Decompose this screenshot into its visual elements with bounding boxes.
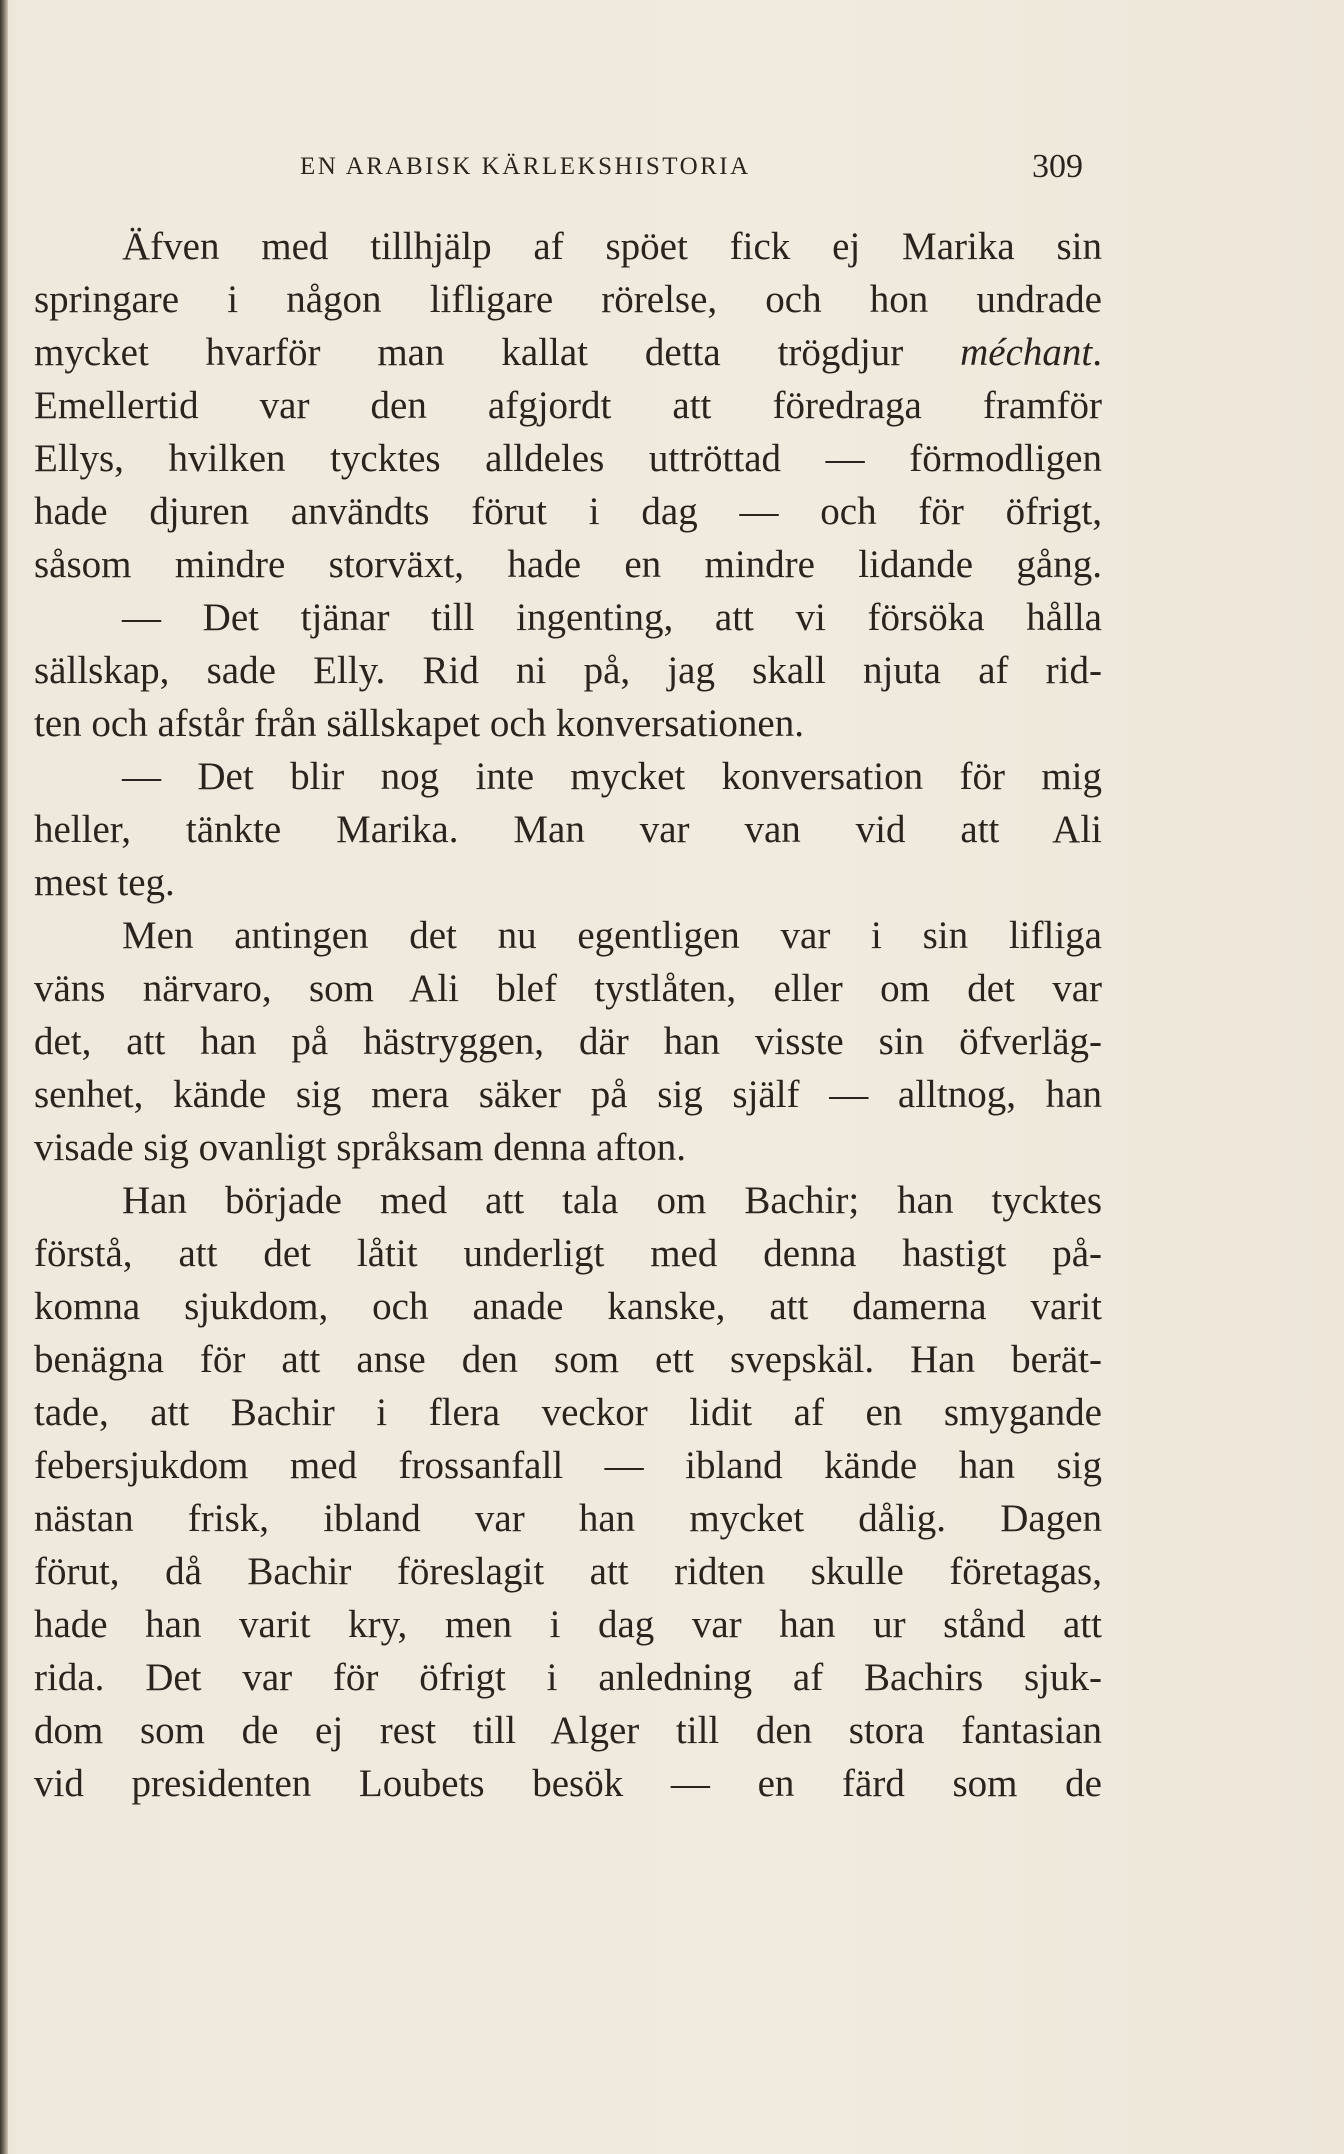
- text-line: Emellertid var den afgjordt att föredraga framför: [34, 384, 1102, 427]
- text-line: Ellys, hvilken tycktes alldeles uttröttad — förmodligen: [34, 437, 1102, 480]
- text-line: rida. Det var för öfrigt i anledning af Bachirs sjuk-: [34, 1656, 1102, 1699]
- text-line: vid presidenten Loubets besök — en färd som de: [34, 1762, 1102, 1805]
- text-line: mycket hvarför man kallat detta trögdjur méchant.: [34, 331, 1102, 374]
- text-line: väns närvaro, som Ali blef tystlåten, eller om det var: [34, 967, 1102, 1010]
- text-line: — Det blir nog inte mycket konversation för mig: [122, 755, 1102, 798]
- page-spine-edge: [0, 0, 8, 2154]
- text-line: såsom mindre storväxt, hade en mindre lidande gång.: [34, 543, 1102, 586]
- text-line: Äfven med tillhjälp af spöet fick ej Marika sin: [122, 225, 1102, 268]
- text-line: nästan frisk, ibland var han mycket dålig. Dagen: [34, 1497, 1102, 1540]
- text-line: springare i någon lifligare rörelse, och hon undrade: [34, 278, 1102, 321]
- text-line: mest teg.: [34, 861, 175, 904]
- text-line: — Det tjänar till ingenting, att vi försöka hålla: [122, 596, 1102, 639]
- text-line: Men antingen det nu egentligen var i sin lifliga: [122, 914, 1102, 957]
- text-line: heller, tänkte Marika. Man var van vid att Ali: [34, 808, 1102, 851]
- text-line: senhet, kände sig mera säker på sig själf — alltnog, han: [34, 1073, 1102, 1116]
- text-line: förstå, att det låtit underligt med denna hastigt på-: [34, 1232, 1102, 1275]
- body-text: [34, 220, 1102, 1810]
- text-line: hade djuren användts förut i dag — och för öfrigt,: [34, 490, 1102, 533]
- text-line: Han började med att tala om Bachir; han tycktes: [122, 1179, 1102, 1222]
- text-line: tade, att Bachir i flera veckor lidit af en smygande: [34, 1391, 1102, 1434]
- text-line: visade sig ovanligt språksam denna afton.: [34, 1126, 687, 1169]
- text-line: ten och afstår från sällskapet och konversationen.: [34, 702, 804, 745]
- text-line: hade han varit kry, men i dag var han ur stånd att: [34, 1603, 1102, 1646]
- text-line: febersjukdom med frossanfall — ibland kände han sig: [34, 1444, 1102, 1487]
- text-line: benägna för att anse den som ett svepskäl. Han berät-: [34, 1338, 1102, 1381]
- text-line: dom som de ej rest till Alger till den stora fantasian: [34, 1709, 1102, 1752]
- text-line: förut, då Bachir föreslagit att ridten skulle företagas,: [34, 1550, 1102, 1593]
- running-head: EN ARABISK KÄRLEKSHISTORIA: [300, 153, 751, 180]
- page-number: 309: [1032, 148, 1083, 185]
- text-line: komna sjukdom, och anade kanske, att damerna varit: [34, 1285, 1102, 1328]
- text-line: sällskap, sade Elly. Rid ni på, jag skall njuta af rid-: [34, 649, 1102, 692]
- text-line: det, att han på hästryggen, där han visste sin öfverläg-: [34, 1020, 1102, 1063]
